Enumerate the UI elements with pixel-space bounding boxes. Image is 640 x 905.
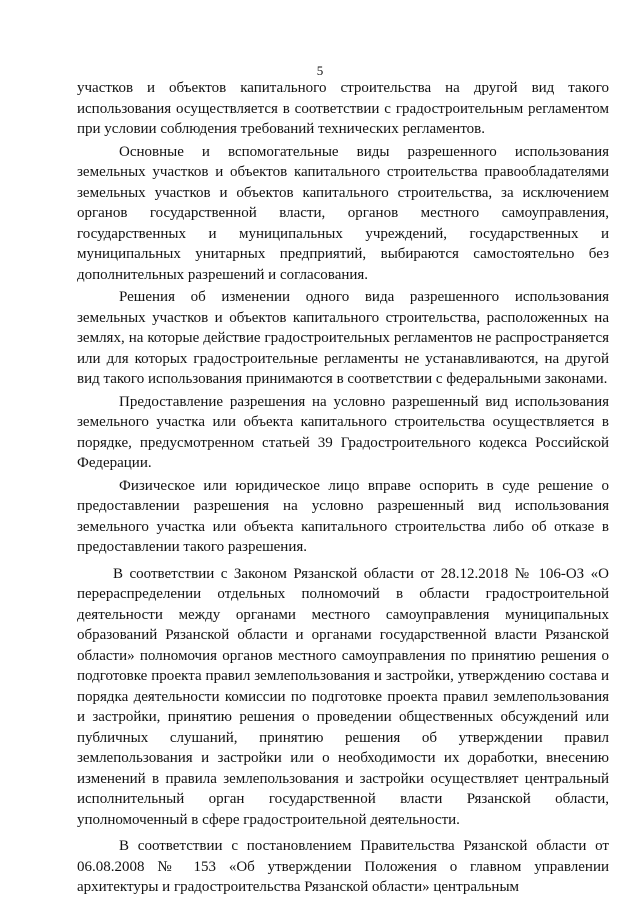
- document-body: [77, 78, 609, 898]
- paragraph-court-appeal: Физическое или юридическое лицо вправе оспорить в суде решение о предоставлении разрешения на условно разрешенный вид использования земельного участка или объекта капитального строительства либо об отказе в предоставлении такого разрешения.: [77, 477, 609, 555]
- paragraph-permitted-use-selection: Основные и вспомогательные виды разрешенного использования земельных участков и объектов капитального строительства правообладателями земельных участков и объектов капитального строительства, за исключением органов государственной власти, органов местного самоуправления, государственных и муниципальных учреждений, государственных и муниципальных унитарных предприятий, выбираются самостоятельно без дополнительных разрешений и согласования.: [77, 143, 609, 283]
- paragraph-ryazan-law: В соответствии с Законом Рязанской области от 28.12.2018 № 106-ОЗ «О перераспределении отдельных полномочий в области градостроительной деятельности между органами местного самоуправления муниципальных образований Рязанской области и органами государственной власти Рязанской области» полномочия органов местного самоуправления по принятию решения о подготовке проекта правил землепользования и застройки, утверждению состава и порядка деятельности комиссии по подготовке проекта правил землепользования и застройки, принятию решения о проведении общественных обсуждений или публичных слушаний, принятию решения об утверждении правил землепользования и застройки или о необходимости их доработки, внесению изменений в правила землепользования и застройки осуществляет центральный исполнительный орган государственной власти Рязанской области, уполномоченный в сфере градостроительной деятельности.: [77, 565, 609, 828]
- paragraph-continuation: участков и объектов капитального строительства на другой вид такого использования осуществляется в соответствии с градостроительным регламентом при условии соблюдения требований технических регламентов.: [77, 80, 609, 137]
- paragraph-conditional-use-permit: Предоставление разрешения на условно разрешенный вид использования земельного участка или объекта капитального строительства осуществляется в порядке, предусмотренном статьей 39 Градостроительного кодекса Российской Федерации.: [77, 393, 609, 471]
- paragraph-use-change-decisions: Решения об изменении одного вида разрешенного использования земельных участков и объектов капитального строительства, расположенных на землях, на которые действие градостроительных регламентов не распространяется или для которых градостроительные регламенты не устанавливаются, на другой вид такого использования принимаются в соответствии с федеральными законами.: [77, 289, 609, 387]
- page-number: 5: [316, 63, 324, 78]
- paragraph-government-resolution: В соответствии с постановлением Правительства Рязанской области от 06.08.2008 № 153 «Об утверждении Положения о главном управлении архитектуры и градостроительства Рязанской области» центральным: [77, 838, 609, 895]
